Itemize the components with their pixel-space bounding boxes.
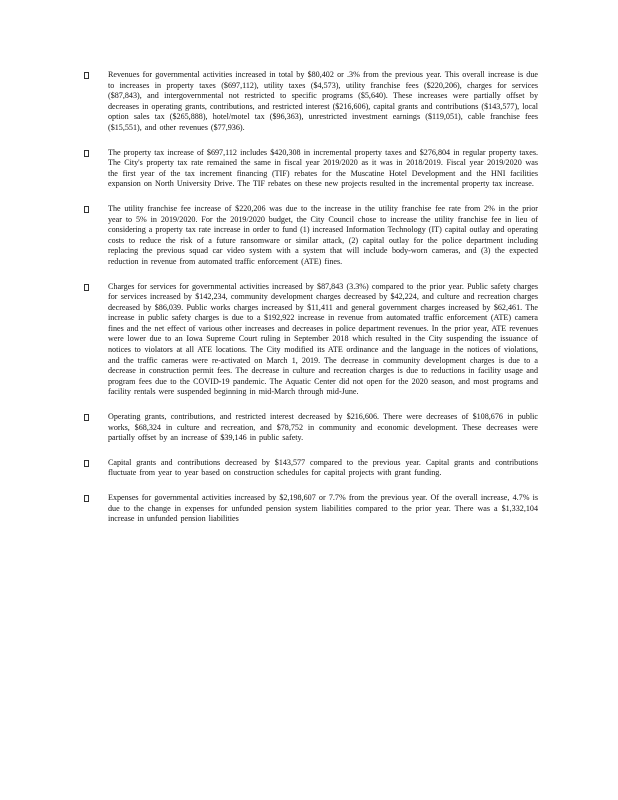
paragraph-text: Expenses for governmental activities increased by $2,198,607 or 7.7% from the previous year. Of the overall increase, 4.7% is due to the change in expenses for unfunded pension system liabilities compared to the prior year. There was a $1,332,104 increase in unfunded pension liabilities — [108, 493, 538, 524]
paragraph-utility-franchise — [84, 204, 538, 268]
paragraph-text: Charges for services for governmental activities increased by $87,843 (3.3%) compared to the prior year. Public safety charges for services increased by $142,234, community development charges decreased by $42,224, and culture and recreation charges decreased by $86,039. Public works charges increased by $11,411 and general government charges increased by $62,461. The increase in public safety charges is due to a $192,922 increase in revenue from automated traffic enforcement (ATE) camera fines and the net effect of various other increases and decreases in police department revenues. In the prior year, ATE revenues were lower due to an Iowa Supreme Court ruling in September 2018 which resulted in the City suspending the issuance of notices to violators at all ATE locations. The City modified its ATE ordinance and the language in the notices of violations, and the traffic cameras were re-activated on March 1, 2019. The decrease in community development charges is due to a decrease in construction permit fees. The decrease in culture and recreation charges is due to reductions in facility usage and program fees due to the COVID-19 pandemic. The Aquatic Center did not open for the 2020 season, and most programs and facility rentals were suspended beginning in mid-March through mid-June. — [108, 281, 538, 397]
paragraph-expenses — [84, 493, 538, 525]
paragraph-text: Operating grants, contributions, and restricted interest decreased by $216,606. There were decreases of $108,676 in public works, $68,324 in culture and recreation, and $78,752 in community and economic development. These decreases were partially offset by an increase of $39,146 in public safety. — [108, 412, 538, 443]
square-bullet-icon — [84, 206, 89, 213]
paragraph-text: The property tax increase of $697,112 includes $420,308 in incremental property taxes and $276,804 in regular property taxes. The City's property tax rate remained the same in fiscal year 2019/2020 as it was in 2018/2019. Fiscal year 2019/2020 was the first year of the tax increment financing (TIF) rebates for the Muscatine Hotel Development and the HNI facilities expansion on North University Drive. The TIF rebates on these new projects resulted in the incremental property tax increase. — [108, 147, 538, 189]
paragraph-revenues — [84, 70, 538, 134]
paragraph-text: Revenues for governmental activities increased in total by $80,402 or .3% from the previous year. This overall increase is due to increases in property taxes ($697,112), utility taxes ($4,573), utility franchise fees ($220,206), charges for services ($87,843), and intergovernmental not restricted to specific programs ($5,640). These increases were partially offset by decreases in operating grants, contributions, and restricted interest ($216,606), capital grants and contributions ($143,577), local option sales tax ($265,888), hotel/motel tax ($96,363), unrestricted investment earnings ($119,051), cable franchise fees ($15,551), and other revenues ($77,936). — [108, 70, 538, 132]
square-bullet-icon — [84, 460, 89, 467]
paragraph-operating-grants — [84, 412, 538, 444]
paragraph-text: The utility franchise fee increase of $220,206 was due to the increase in the utility franchise fee rate from 2% in the prior year to 5% in 2019/2020. For the 2019/2020 budget, the City Council chose to increase the utility franchise fee in lieu of considering a property tax rate increase in order to fund (1) increased Information Technology (IT) capital outlay and operating costs to reduce the risk of a future ransomware or similar attack, (2) capital outlay for the police department including replacing the previous squad car video system with a system that will include body-worn cameras, and (3) the expected reduction in revenue from automated traffic enforcement (ATE) fines. — [108, 203, 538, 266]
paragraph-capital-grants — [84, 458, 538, 479]
square-bullet-icon — [84, 495, 89, 502]
square-bullet-icon — [84, 414, 89, 421]
square-bullet-icon — [84, 150, 89, 157]
square-bullet-icon — [84, 284, 89, 291]
paragraph-property-tax — [84, 148, 538, 190]
paragraph-text: Capital grants and contributions decreased by $143,577 compared to the previous year. Capital grants and contributions fluctuate from year to year based on construction schedules for capital projects with grant funding. — [108, 457, 538, 478]
square-bullet-icon — [84, 72, 89, 79]
paragraph-charges-for-services — [84, 282, 538, 399]
